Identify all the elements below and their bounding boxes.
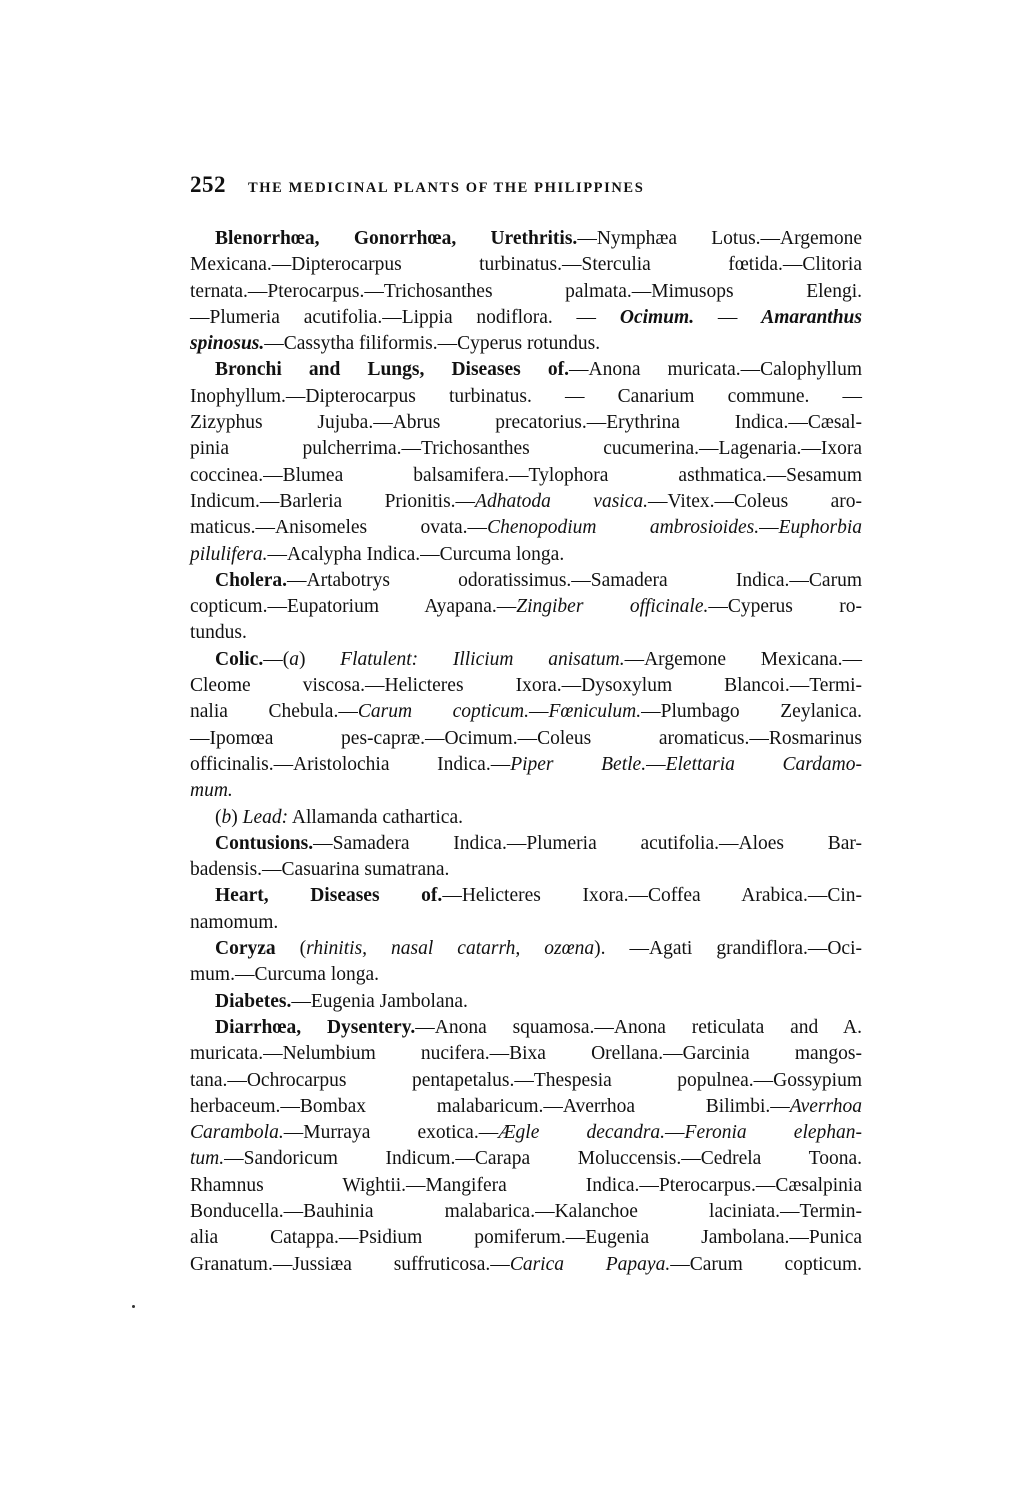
heading-term: Cholera.: [215, 569, 288, 591]
text-line: [190, 1068, 862, 1094]
heading-term: Diarrhœa, Dysentery.: [215, 1016, 416, 1038]
text-run: maticus.—Anisomeles ovata.—: [190, 517, 488, 539]
text-line: [190, 883, 862, 909]
italic-name: Zingiber officinale.: [516, 596, 709, 618]
page-body: [190, 226, 862, 1278]
text-run: copticum.—Eupatorium Ayapana.—: [190, 596, 517, 618]
italic-name: Feronia elephan-: [684, 1122, 863, 1144]
text-run: ): [298, 648, 341, 670]
italic-name: mum.: [190, 780, 233, 802]
heading-term: Colic.: [215, 648, 264, 670]
text-line: [190, 910, 862, 936]
entry-paragraph: [190, 805, 862, 831]
text-run: —: [694, 306, 762, 328]
entry-paragraph: [190, 1015, 862, 1278]
text-line: [190, 1252, 862, 1278]
text-run: —Helicteres Ixora.—Coffea Arabica.—Cin-: [442, 885, 863, 907]
text-run: —Artabotrys odoratissimus.—Samadera Indica.—Carum: [287, 569, 862, 591]
italic-name: Ægle decandra.: [498, 1122, 666, 1144]
text-line: [190, 1120, 862, 1146]
italic-name: Piper Betle.: [510, 753, 647, 775]
text-run: Indicum.—Barleria Prionitis.—: [190, 490, 476, 512]
text-run: —Ipomœa pes-capræ.—Ocimum.—Coleus aromaticus.—Rosmarinus: [190, 727, 862, 749]
text-run: —Cassytha filiformis.—Cyperus rotundus.: [264, 333, 601, 355]
text-run: —(: [263, 648, 290, 670]
text-line: [190, 436, 862, 462]
italic-name: b: [221, 806, 232, 828]
text-line: [190, 1015, 862, 1041]
text-run: —: [759, 517, 779, 539]
text-line: [190, 699, 862, 725]
text-run: ). —Agati grandiflora.—Oci-: [594, 938, 862, 960]
page-number: 252: [190, 172, 226, 197]
heading-term: Blenorrhœa, Gonorrhœa, Urethritis.: [215, 228, 578, 249]
text-run: Zizyphus Jujuba.—Abrus precatorius.—Erythrina Indica.—Cæsal-: [190, 412, 862, 434]
entry-paragraph: [190, 831, 862, 884]
text-run: namomum.: [190, 911, 279, 933]
italic-name: tum.: [190, 1148, 225, 1170]
text-run: —Anona muricata.—Calophyllum: [568, 359, 862, 381]
text-line: [190, 831, 862, 857]
text-line: [190, 647, 862, 673]
text-line: [190, 305, 862, 331]
text-run: —Eugenia Jambolana.: [291, 990, 468, 1012]
entry-paragraph: [190, 883, 862, 936]
text-run: mum.—Curcuma longa.: [190, 964, 380, 986]
text-line: [190, 962, 862, 988]
entry-paragraph: [190, 936, 862, 989]
text-run: (: [215, 806, 222, 828]
running-header: [190, 172, 830, 198]
text-line: [190, 620, 862, 646]
italic-name: Averrhoa: [789, 1095, 862, 1117]
text-run: —: [528, 701, 549, 723]
entry-paragraph: [190, 647, 862, 805]
italic-name: a: [289, 648, 299, 670]
heading-term: Contusions.: [215, 832, 314, 854]
text-line: [190, 1041, 862, 1067]
text-line: [190, 463, 862, 489]
text-run: —Carum copticum.: [670, 1253, 862, 1275]
text-run: officinalis.—Aristolochia Indica.—: [190, 753, 511, 775]
text-line: [190, 1225, 862, 1251]
text-run: —Nymphæa Lotus.—Argemone: [577, 228, 862, 249]
text-run: muricata.—Nelumbium nucifera.—Bixa Orellana.—Garcinia mangos-: [190, 1043, 862, 1065]
italic-name: Carambola.: [190, 1122, 284, 1144]
italic-name: Elettaria Cardamo-: [665, 753, 862, 775]
heading-term: Heart, Diseases of.: [215, 885, 443, 907]
italic-name: Chenopodium ambrosioides.: [487, 517, 760, 539]
heading-term: Bronchi and Lungs, Diseases of.: [215, 359, 569, 381]
text-run: —Argemone Mexicana.—: [624, 648, 863, 670]
text-line: [190, 515, 862, 541]
text-line: [190, 857, 862, 883]
text-line: [190, 384, 862, 410]
text-run: coccinea.—Blumea balsamifera.—Tylophora asthmatica.—Sesamum: [190, 464, 862, 486]
text-line: [190, 1173, 862, 1199]
text-line: [190, 1199, 862, 1225]
italic-name: Adhatoda vasica.: [475, 490, 648, 512]
text-line: [190, 357, 862, 383]
italic-name: rhinitis, nasal catarrh, ozœna: [306, 938, 595, 960]
text-run: —Cyperus ro-: [708, 596, 863, 618]
text-line: [190, 489, 862, 515]
text-run: tundus.: [190, 622, 247, 644]
italic-name: spinosus.: [190, 333, 265, 355]
text-run: Granatum.—Jussiæa suffruticosa.—: [190, 1253, 510, 1275]
text-line: [190, 1094, 862, 1120]
text-run: tana.—Ochrocarpus pentapetalus.—Thespesia populnea.—Gossypium: [190, 1069, 862, 1091]
text-run: —Plumbago Zeylanica.: [641, 701, 863, 723]
text-line: [190, 410, 862, 436]
text-line: [190, 726, 862, 752]
text-line: [190, 778, 862, 804]
text-run: —Vitex.—Coleus aro-: [647, 490, 862, 512]
text-line: [190, 331, 862, 357]
italic-name: Ocimum.: [619, 306, 695, 328]
running-title: THE MEDICINAL PLANTS OF THE PHILIPPINES: [248, 180, 645, 196]
italic-name: Lead:: [242, 806, 289, 828]
text-run: —Anona squamosa.—Anona reticulata and A.: [415, 1016, 863, 1038]
text-run: —Murraya exotica.—: [283, 1122, 499, 1144]
italic-name: Flatulent: Illicium anisatum.: [340, 648, 625, 670]
text-run: Mexicana.—Dipterocarpus turbinatus.—Sterculia fœtida.—Clitoria: [190, 254, 862, 276]
text-line: [190, 542, 862, 568]
entry-paragraph: [190, 989, 862, 1015]
text-run: badensis.—Casuarina sumatrana.: [190, 859, 450, 881]
text-line: [190, 1146, 862, 1172]
text-line: [190, 568, 862, 594]
text-line: [190, 989, 862, 1015]
text-run: —Samadera Indica.—Plumeria acutifolia.—Aloes Bar-: [313, 832, 862, 854]
heading-term: Diabetes.: [215, 990, 292, 1012]
text-run: —: [665, 1122, 685, 1144]
text-run: Inophyllum.—Dipterocarpus turbinatus. — Canarium commune. —: [190, 385, 862, 407]
text-run: —Sandoricum Indicum.—Carapa Moluccensis.—Cedrela Toona.: [224, 1148, 862, 1170]
text-run: ternata.—Pterocarpus.—Trichosanthes palmata.—Mimusops Elengi.: [190, 280, 862, 302]
text-run: Rhamnus Wightii.—Mangifera Indica.—Pterocarpus.—Cæsalpinia: [190, 1174, 862, 1196]
entry-paragraph: [190, 226, 862, 357]
italic-name: Euphorbia: [778, 517, 862, 539]
text-run: (: [275, 938, 307, 960]
text-run: pinia pulcherrima.—Trichosanthes cucumerina.—Lagenaria.—Ixora: [190, 438, 862, 460]
italic-name: pilulifera.: [190, 543, 268, 565]
text-run: Cleome viscosa.—Helicteres Ixora.—Dysoxylum Blancoi.—Termi-: [190, 675, 862, 697]
text-line: [190, 936, 862, 962]
text-run: alia Catappa.—Psidium pomiferum.—Eugenia Jambolana.—Punica: [190, 1227, 862, 1249]
scan-speck: [132, 1305, 135, 1308]
text-line: [190, 673, 862, 699]
italic-name: Carica Papaya.: [509, 1253, 671, 1275]
heading-term: Coryza: [215, 938, 276, 960]
text-run: —: [646, 753, 666, 775]
text-line: [190, 594, 862, 620]
italic-name: Amaranthus: [761, 306, 862, 328]
text-run: —Acalypha Indica.—Curcuma longa.: [267, 543, 565, 565]
text-run: Allamanda cathartica.: [288, 806, 463, 828]
text-line: [190, 252, 862, 278]
text-line: [190, 805, 862, 831]
text-line: [190, 752, 862, 778]
text-run: nalia Chebula.—: [190, 701, 358, 723]
italic-name: Carum copticum.: [357, 701, 529, 723]
italic-name: Fœniculum.: [548, 701, 642, 723]
entry-paragraph: [190, 568, 862, 647]
text-run: —Plumeria acutifolia.—Lippia nodiflora. —: [190, 306, 620, 328]
text-run: herbaceum.—Bombax malabaricum.—Averrhoa Bilimbi.—: [190, 1095, 790, 1117]
entry-paragraph: [190, 357, 862, 567]
text-run: ): [231, 806, 243, 828]
text-line: [190, 226, 862, 252]
text-run: Bonducella.—Bauhinia malabarica.—Kalanchoe laciniata.—Termin-: [190, 1200, 862, 1222]
text-line: [190, 279, 862, 305]
